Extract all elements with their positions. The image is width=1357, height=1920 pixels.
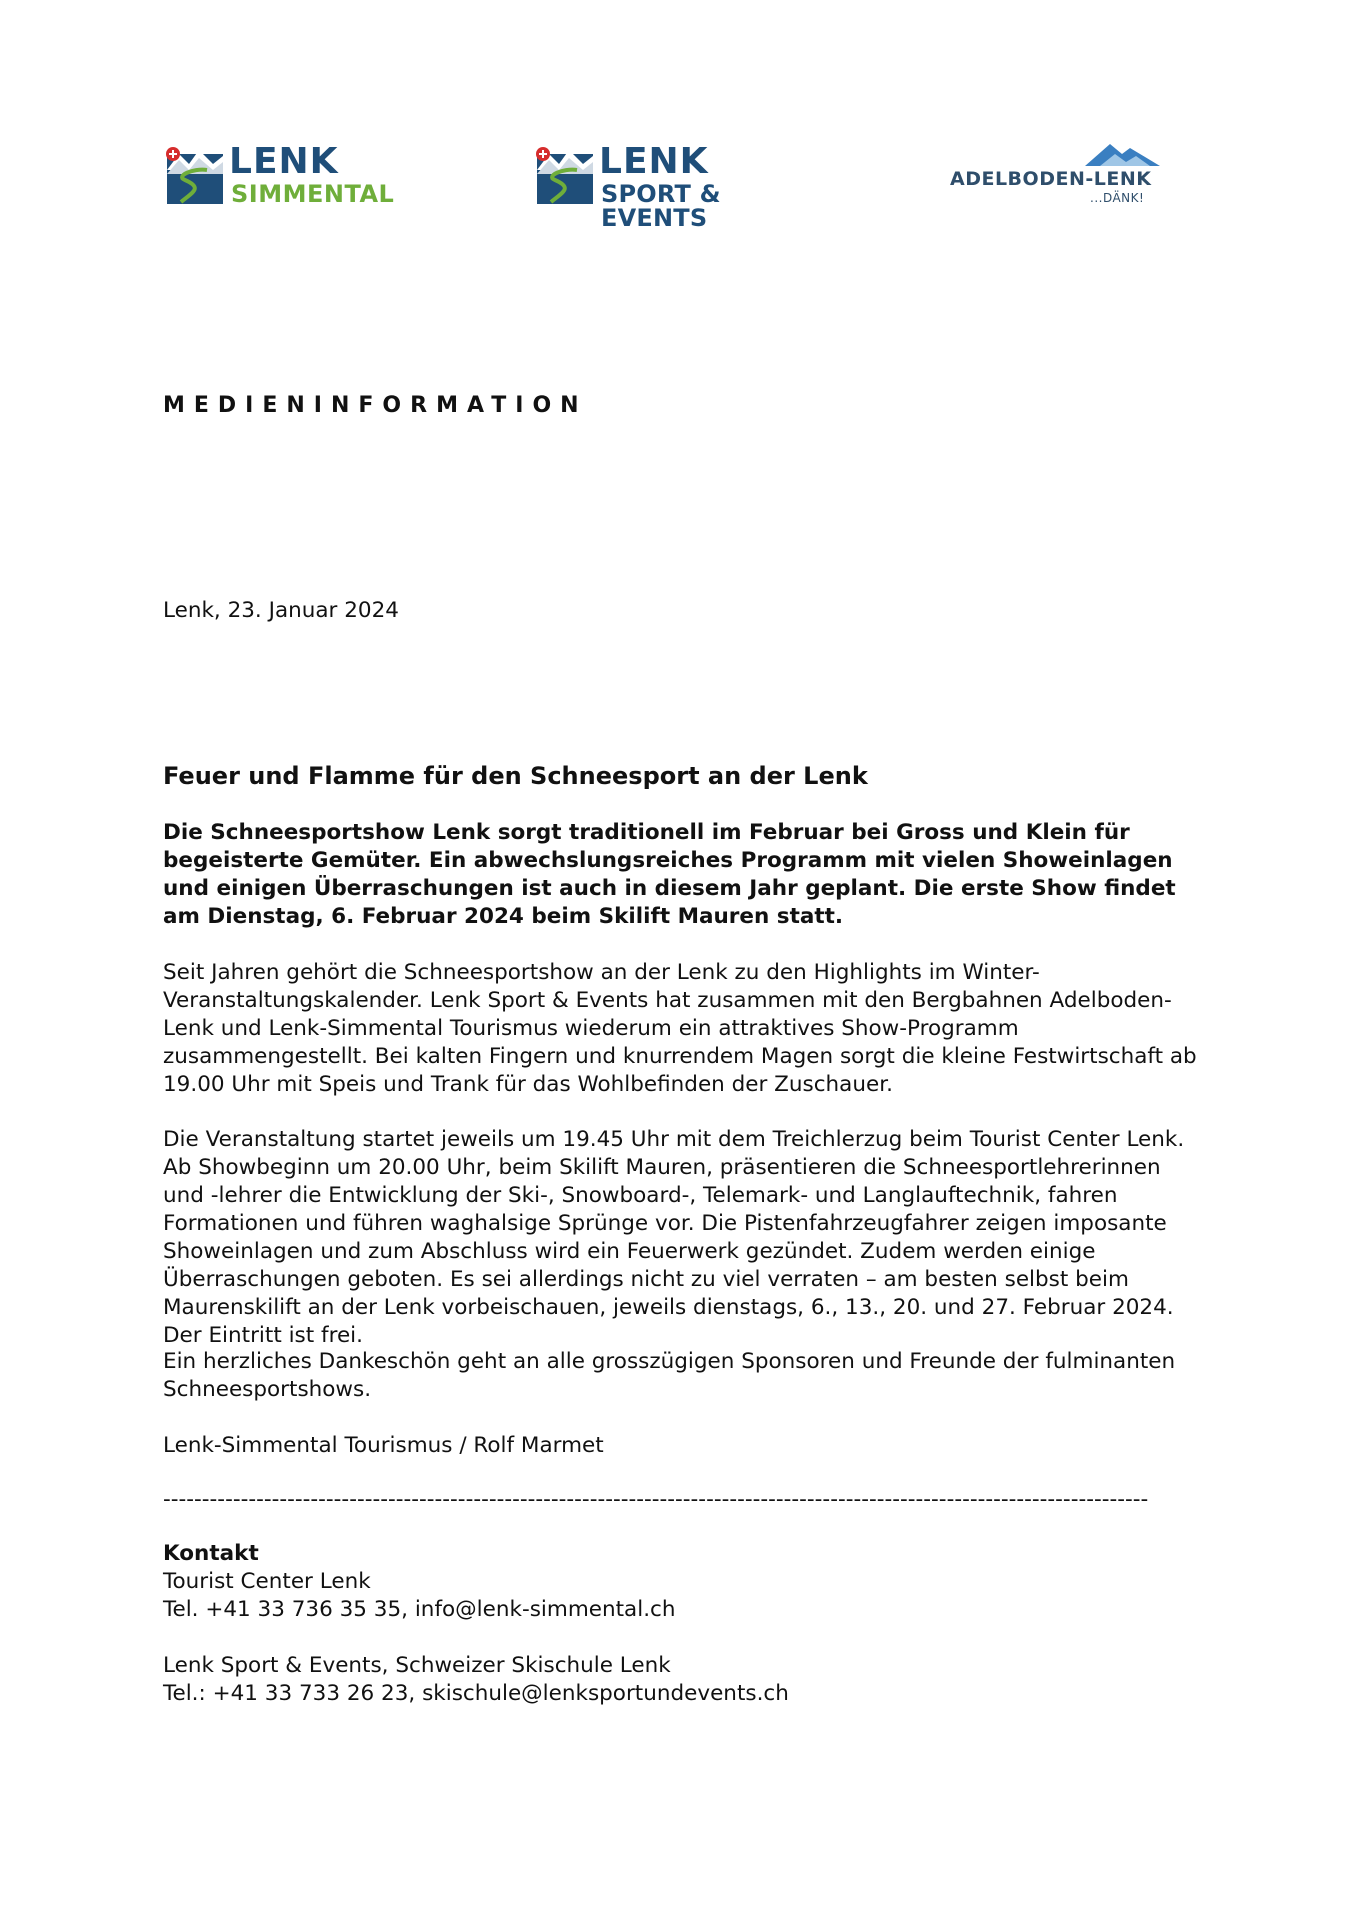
adelboden-lenk-logo bbox=[950, 140, 1165, 206]
logo-adelboden-lenk-text: ADELBODEN-LENK bbox=[950, 168, 1152, 190]
headline: Feuer und Flamme für den Schneesport an der Lenk bbox=[163, 762, 868, 790]
mountain-peaks-icon bbox=[950, 140, 1165, 170]
contact-line-3: Lenk Sport & Events, Schweizer Skischule Lenk bbox=[163, 1653, 671, 1678]
lead-paragraph: Die Schneesportshow Lenk sorgt traditionell im Februar bei Gross und Klein für begeisterte Gemüter. Ein abwechslungsreiches Programm mit vielen Showeinlagen und einigen Überraschungen ist auch in diesem Jahr geplant. Die erste Show findet am Dienstag, 6. Februar 2024 beim Skilift Mauren statt. bbox=[163, 820, 1176, 929]
lenk-sport-events-logo bbox=[533, 140, 823, 232]
lenk-mountain-emblem-icon bbox=[533, 140, 597, 206]
logo-daenk-tagline: ...DÄNK! bbox=[1090, 191, 1145, 205]
place-date: Lenk, 23. Januar 2024 bbox=[163, 598, 399, 623]
signature: Lenk-Simmental Tourismus / Rolf Marmet bbox=[163, 1433, 604, 1458]
contact-line-1: Tourist Center Lenk bbox=[163, 1569, 371, 1594]
logo-sport-events-text: SPORT & EVENTS bbox=[601, 180, 721, 232]
contact-title: Kontakt bbox=[163, 1541, 259, 1566]
logo-simmental-text: SIMMENTAL bbox=[231, 180, 395, 208]
document-type-label: MEDIENINFORMATION bbox=[163, 393, 588, 418]
logo-lenk-text: LENK bbox=[229, 141, 339, 182]
lenk-mountain-emblem-icon bbox=[163, 140, 227, 206]
divider-line: ------------------------------------------------------------------------------------------------------------------------------- bbox=[163, 1487, 1149, 1512]
contact-line-4: Tel.: +41 33 733 26 23, skischule@lenksportundevents.ch bbox=[163, 1681, 789, 1706]
lenk-simmental-logo bbox=[163, 140, 413, 206]
body-paragraph-3: Ein herzliches Dankeschön geht an alle grosszügigen Sponsoren und Freunde der fulminanten Schneesportshows. bbox=[163, 1349, 1176, 1402]
body-paragraph-1: Seit Jahren gehört die Schneesportshow an der Lenk zu den Highlights im Winter-Veranstaltungskalender. Lenk Sport & Events hat zusammen mit den Bergbahnen Adelboden-Lenk und Lenk-Simmental Tourismus wiederum ein attraktives Show-Programm zusammengestellt. Bei kalten Fingern und knurrendem Magen sorgt die kleine Festwirtschaft ab 19.00 Uhr mit Speis und Trank für das Wohlbefinden der Zuschauer. bbox=[163, 960, 1197, 1097]
contact-line-2: Tel. +41 33 736 35 35, info@lenk-simmental.ch bbox=[163, 1597, 676, 1622]
body-paragraph-2: Die Veranstaltung startet jeweils um 19.45 Uhr mit dem Treichlerzug beim Tourist Center Lenk. Ab Showbeginn um 20.00 Uhr, beim Skilift Mauren, präsentieren die Schneesportlehrerinnen und -lehrer die Entwicklung der Ski-, Snowboard-, Telemark- und Langlauftechnik, fahren Formationen und führen waghalsige Sprünge vor. Die Pistenfahrzeugfahrer zeigen imposante Showeinlagen und zum Abschluss wird ein Feuerwerk gezündet. Zudem werden einige Überraschungen geboten. Es sei allerdings nicht zu viel verraten – am besten selbst beim Maurenskilift an der Lenk vorbeischauen, jeweils dienstags, 6., 13., 20. und 27. Februar 2024. Der Eintritt ist frei. bbox=[163, 1127, 1185, 1348]
logo-lenk-text: LENK bbox=[599, 141, 709, 182]
